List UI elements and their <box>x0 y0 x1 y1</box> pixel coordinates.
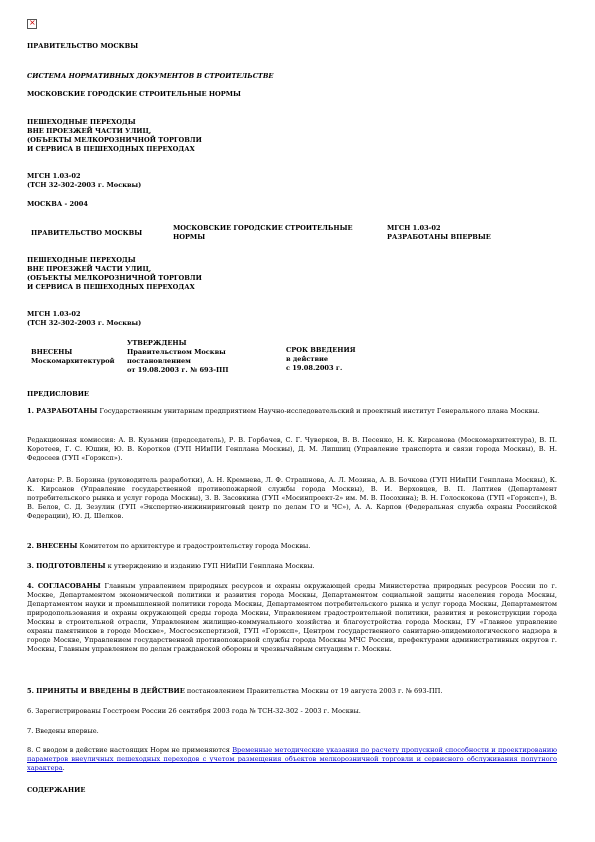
title2-line: ПЕШЕХОДНЫЕ ПЕРЕХОДЫ <box>27 256 136 264</box>
system-heading: СИСТЕМА НОРМАТИВНЫХ ДОКУМЕНТОВ В СТРОИТЕЛЬСТВЕ <box>27 72 274 80</box>
approved-cell <box>127 339 228 375</box>
title2-line: ВНЕ ПРОЕЗЖЕЙ ЧАСТИ УЛИЦ, <box>27 265 152 273</box>
doc-header-norms-line: МОСКОВСКИЕ ГОРОДСКИЕ СТРОИТЕЛЬНЫЕ <box>173 224 353 232</box>
code2-line: МГСН 1.03-02 <box>27 310 81 318</box>
paragraph-text: . <box>62 764 65 772</box>
doc-header-gov: ПРАВИТЕЛЬСТВО МОСКВЫ <box>31 229 143 237</box>
broken-image-icon <box>27 19 37 29</box>
doc-header-code-line: МГСН 1.03-02 <box>387 224 441 232</box>
paragraph-text: Главным управлением природных ресурсов и охраны окружающей среды Министерства природных ресурсов России по г. Москве, Департаментом экономической политики и развития города Москвы, Департаментом социальной защиты населения города Москвы, Департаментом науки и промышленной политики города Москвы, Департаментом потребительского рынка и услуг города Москвы, Департаментом природопользования и охраны окружающей среды города Москвы, Управлением градостроительной политики, развития и реконструкции города Москвы в строительной отрасли, Управлением жилищно-коммунального хозяйства и благоустройства города Москвы, ГУ «Главное управление охраны памятников в городе Москве», Мосгосэкспертизой, ГУП «Горэксп», Центром государственного санитарно-эпидемиологического надзора в городе Москве, Управлением государственной противопожарной службы города Москвы МЧС России, префектурами административных округов г. Москвы, Главным управлением по делам гражданской обороны и чрезвычайным ситуациям г. Москвы. <box>27 582 557 653</box>
title-line: (ОБЪЕКТЫ МЕЛКОРОЗНИЧНОЙ ТОРГОВЛИ <box>27 136 202 144</box>
code-line: МГСН 1.03-02 <box>27 172 81 180</box>
doc-header-status-line: РАЗРАБОТАНЫ ВПЕРВЫЕ <box>387 233 491 241</box>
paragraph-lead: 4. СОГЛАСОВАНЫ <box>27 582 101 590</box>
title2-line: И СЕРВИСА В ПЕШЕХОДНЫХ ПЕРЕХОДАХ <box>27 283 195 291</box>
code2-alt-line: (ТСН 32-302-2003 г. Москвы) <box>27 319 142 327</box>
contents-title: СОДЕРЖАНИЕ <box>27 786 86 794</box>
paragraph-1 <box>27 407 557 416</box>
document-title <box>27 118 562 154</box>
document-title-2 <box>27 256 562 292</box>
title-line: ПЕШЕХОДНЫЕ ПЕРЕХОДЫ <box>27 118 136 126</box>
approved-label: УТВЕРЖДЕНЫ <box>127 339 187 347</box>
paragraph-lead: 2. ВНЕСЕНЫ <box>27 542 78 550</box>
code-alt-line: (ТСН 32-302-2003 г. Москвы) <box>27 181 142 189</box>
paragraph-5 <box>27 687 557 696</box>
effective-date-cell <box>286 346 356 373</box>
paragraph-lead: 5. ПРИНЯТЫ И ВВЕДЕНЫ В ДЕЙСТВИЕ <box>27 687 185 695</box>
norms-heading: МОСКОВСКИЕ ГОРОДСКИЕ СТРОИТЕЛЬНЫЕ НОРМЫ <box>27 90 241 98</box>
paragraph-6: 6. Зарегистрированы Госстроем России 26 сентября 2003 года № ТСН-32-302 - 2003 г. Москвы. <box>27 707 361 715</box>
paragraph-2 <box>27 542 557 551</box>
paragraph-4 <box>27 582 557 654</box>
effective-date-label: СРОК ВВЕДЕНИЯ <box>286 346 356 354</box>
temporary-guidelines-link[interactable]: Временные методические указания по расчету пропускной способности и проектированию параметров внеуличных пешеходных переходов с учетом размещения объектов мелкорозничной торговли и сервисного обслуживания попутного характера <box>27 746 557 772</box>
paragraph-7: 7. Введены впервые. <box>27 727 99 735</box>
paragraph-lead: 1. РАЗРАБОТАНЫ <box>27 407 98 415</box>
document-code <box>27 172 562 190</box>
title-line: И СЕРВИСА В ПЕШЕХОДНЫХ ПЕРЕХОДАХ <box>27 145 195 153</box>
paragraph-text: 8. С вводом в действие настоящих Норм не применяются <box>27 746 233 754</box>
paragraph-team: Редакционная комиссия: А. В. Кузьмин (председатель), Р. В. Горбачев, С. Г. Чуверков, В. В. Песенко, Н. К. Кирсанова (Москомархитектура), В. П. Коротеев, Г. С. Юшин, Ю. В. Коротков (ГУП НИиПИ Генплана Москвы), Д. М. Липшиц (Управление транспорта и связи города Москвы), В. Н. Федосеев (ГУП «Горэксп»). <box>27 436 557 462</box>
paragraph-8 <box>27 746 557 773</box>
paragraph-3 <box>27 562 557 571</box>
preface-title: ПРЕДИСЛОВИЕ <box>27 390 89 398</box>
introduced-cell <box>31 348 115 366</box>
paragraph-text: Комитетом по архитектуре и градостроительству города Москвы. <box>77 542 311 550</box>
title2-line: (ОБЪЕКТЫ МЕЛКОРОЗНИЧНОЙ ТОРГОВЛИ <box>27 274 202 282</box>
paragraph-text: Государственным унитарным предприятием Научно-исследовательский и проектный институт Генерального плана Москвы. <box>97 407 540 415</box>
paragraph-text: постановлением Правительства Москвы от 19 августа 2003 г. № 693-ПП. <box>184 687 443 695</box>
gov-heading: ПРАВИТЕЛЬСТВО МОСКВЫ <box>27 42 139 50</box>
effective-date-line: с 19.08.2003 г. <box>286 364 343 372</box>
paragraph-lead: 3. ПОДГОТОВЛЕНЫ <box>27 562 106 570</box>
approved-line: Правительством Москвы <box>127 348 226 356</box>
place-year: МОСКВА - 2004 <box>27 200 88 208</box>
title-line: ВНЕ ПРОЕЗЖЕЙ ЧАСТИ УЛИЦ, <box>27 127 152 135</box>
document-code-2 <box>27 310 562 328</box>
paragraph-text: к утверждению и изданию ГУП НИиПИ Генплана Москвы. <box>105 562 315 570</box>
paragraph-authors: Авторы: Р. В. Борзина (руководитель разработки), А. Н. Кремнева, Л. Ф. Страшнова, А. Л. Мозина, А. В. Бочкова (ГУП НИиПИ Генплана Москвы), К. К. Кирсанов (Управление государственной противопожарной службы города Москвы), В. И. Верховцев, В. П. Лаптиев (Департамент потребительского рынка и услуг города Москвы), З. В. Засовкина (ГУП «Мосинпроект-2» им. М. В. Посохина); В. Н. Голоскокова (ГУП «Горэксп»), В. В. Белов, С. Д. Зезулин (ГУП «Экспертно-инжиниринговый центр по делам ГО и ЧС»), А. А. Карпов (Федеральная служба охраны Российской Федерации), Ю. Д. Шелков. <box>27 476 557 520</box>
approved-line: постановлением <box>127 357 191 365</box>
doc-header-norms-line: НОРМЫ <box>173 233 206 241</box>
introduced-by: Москомархитектурой <box>31 357 115 365</box>
doc-header-norms <box>173 224 353 242</box>
introduced-label: ВНЕСЕНЫ <box>31 348 73 356</box>
approved-line: от 19.08.2003 г. № 693-ПП <box>127 366 229 374</box>
effective-date-line: в действие <box>286 355 329 363</box>
doc-header-code <box>387 224 491 242</box>
